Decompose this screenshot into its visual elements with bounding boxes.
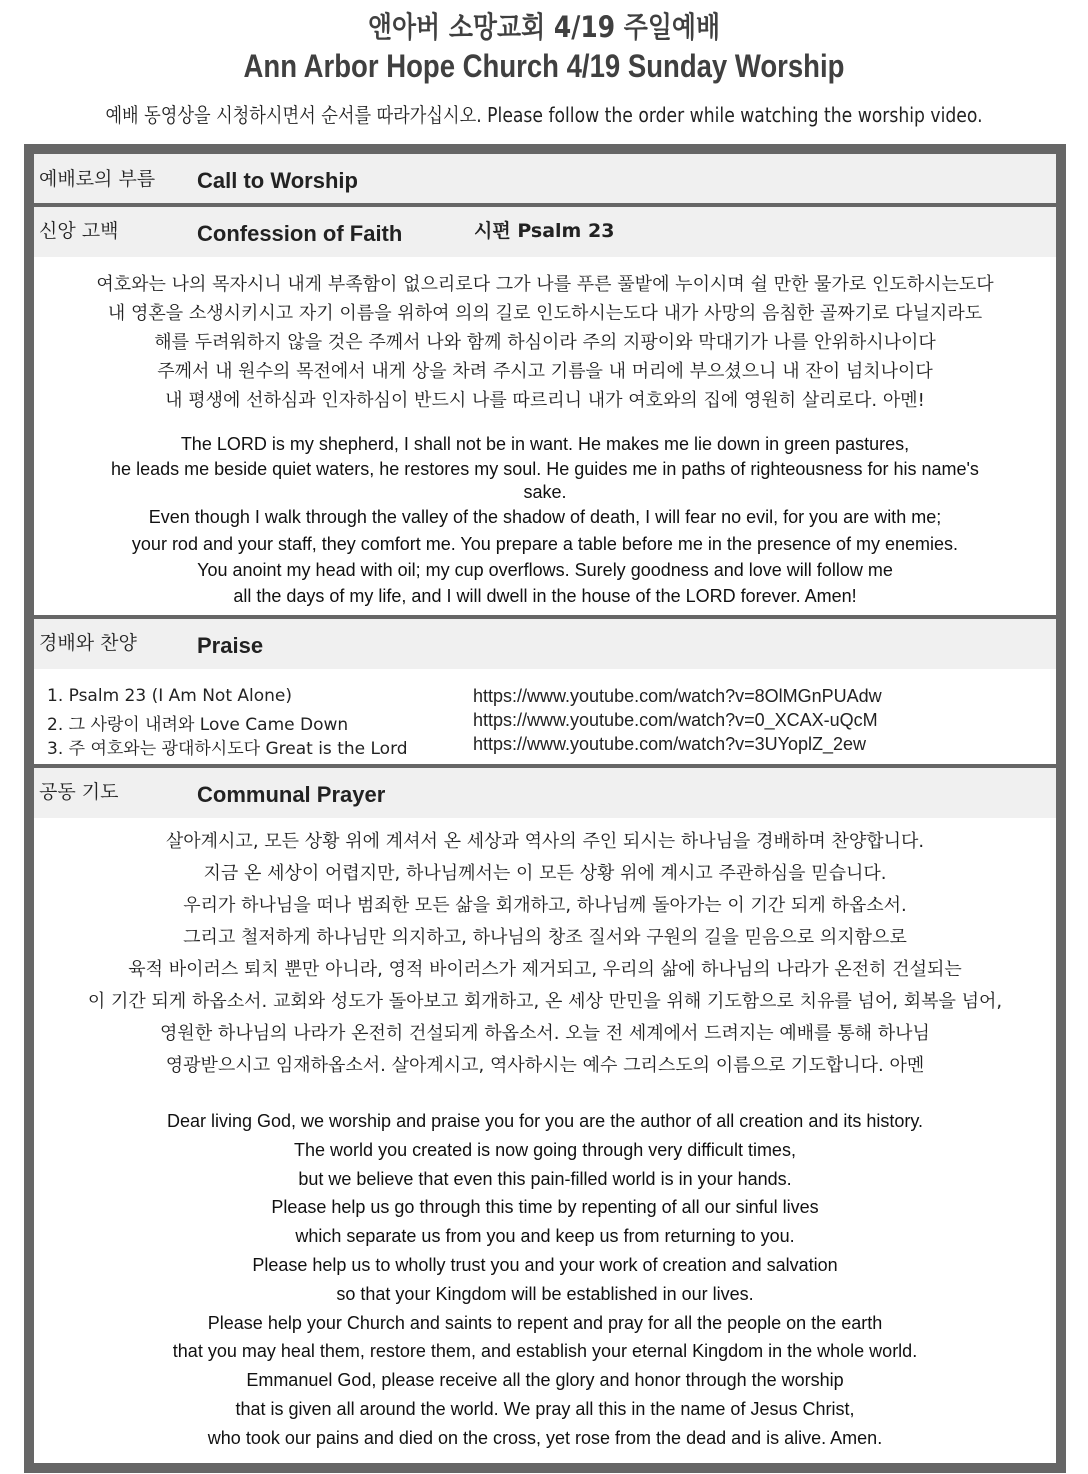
- song-list: [47, 686, 1047, 758]
- text-line: 우리가 하나님을 떠나 범죄한 모든 삶을 회개하고, 하나님께 돌아가는 이 기간 되게 하옵소서.: [183, 895, 907, 916]
- prayer-korean-text: [34, 826, 1056, 1082]
- text-line: who took our pains and died on the cross, yet rose from the dead and is alive. Amen.: [207, 1427, 883, 1448]
- section-label-english: Communal Prayer: [197, 782, 386, 807]
- text-line: that is given all around the world. We pray all this in the name of Jesus Christ,: [235, 1398, 855, 1419]
- text-line: Emmanuel God, please receive all the glory and honor through the worship: [246, 1370, 844, 1391]
- text-line: The LORD is my shepherd, I shall not be in want. He makes me lie down in green pastures,: [180, 434, 910, 454]
- section-header-confession-of-faith: [34, 207, 1056, 257]
- page-title-korean: 앤아버 소망교회 4/19 주일예배: [367, 10, 721, 44]
- text-line: but we believe that even this pain-filled world is in your hands.: [298, 1168, 792, 1189]
- song-link[interactable]: https://www.youtube.com/watch?v=0_XCAX-uQcM: [473, 710, 878, 730]
- text-line: 이 기간 되게 하옵소서. 교회와 성도가 돌아보고 회개하고, 온 세상 만민을 위해 기도함으로 치유를 넘어, 회복을 넘어,: [87, 991, 1003, 1012]
- text-line: so that your Kingdom will be established in our lives.: [336, 1283, 754, 1304]
- text-line: he leads me beside quiet waters, he restores my soul. He guides me in paths of righteousness for his name's: [111, 459, 979, 479]
- text-line: all the days of my life, and I will dwell in the house of the LORD forever. Amen!: [233, 586, 857, 606]
- section-label-english: Call to Worship: [197, 168, 358, 193]
- psalm-english-text: [34, 432, 1056, 609]
- text-line: The world you created is now going through very difficult times,: [294, 1139, 796, 1160]
- song-item: [47, 686, 1047, 710]
- text-line: 내 평생에 선하심과 인자하심이 반드시 나를 따르리니 내가 여호와의 집에 영원히 살리로다. 아멘!: [165, 390, 925, 411]
- section-header-call-to-worship: [34, 154, 1056, 204]
- text-line: 내 영혼을 소생시키시고 자기 이름을 위하여 의의 길로 인도하시는도다 내가 사망의 음침한 골짜기로 다닐지라도: [107, 303, 983, 324]
- prayer-english-text: [34, 1107, 1056, 1453]
- text-line: Even though I walk through the valley of the shadow of death, I will fear no evil, for you are with me;: [148, 507, 942, 527]
- section-label-english: Praise: [197, 633, 264, 658]
- text-line: 영원한 하나님의 나라가 온전히 건설되게 하옵소서. 오늘 전 세계에서 드려지는 예배를 통해 하나님: [160, 1023, 930, 1044]
- scripture-reference: 시편 Psalm 23: [474, 220, 615, 242]
- text-line: 그리고 철저하게 하나님만 의지하고, 하나님의 창조 질서와 구원의 길을 믿음으로 의지함으로: [183, 927, 907, 948]
- text-line: Please help us go through this time by repenting of all our sinful lives: [271, 1197, 819, 1218]
- intro-instruction: 예배 동영상을 시청하시면서 순서를 따라가십시오. Please follow the order while watching the worship video.: [105, 103, 983, 127]
- text-line: sake.: [523, 482, 567, 502]
- text-line: 지금 온 세상이 어렵지만, 하나님께서는 이 모든 상황 위에 계시고 주관하심을 믿습니다.: [203, 863, 887, 884]
- text-line: 해를 두려워하지 않을 것은 주께서 나와 함께 하심이라 주의 지팡이와 막대기가 나를 안위하시나이다: [154, 332, 936, 353]
- section-label-korean: 신앙 고백: [39, 220, 119, 242]
- text-line: Please help us to wholly trust you and your work of creation and salvation: [252, 1254, 838, 1275]
- page-title-english: Ann Arbor Hope Church 4/19 Sunday Worship: [243, 48, 845, 84]
- text-line: 주께서 내 원수의 목전에서 내게 상을 차려 주시고 기름을 내 머리에 부으셨으니 내 잔이 넘치나이다: [157, 361, 933, 382]
- song-title: 1. Psalm 23 (I Am Not Alone): [47, 686, 293, 706]
- text-line: which separate us from you and keep us from returning to you.: [295, 1226, 795, 1247]
- song-item: [47, 710, 1047, 734]
- section-header-communal-prayer: [34, 768, 1056, 818]
- text-line: 영광받으시고 임재하옵소서. 살아계시고, 역사하시는 예수 그리스도의 이름으로 기도합니다. 아멘: [165, 1055, 925, 1076]
- text-line: 여호와는 나의 목자시니 내게 부족함이 없으리로다 그가 나를 푸른 풀밭에 누이시며 쉴 만한 물가로 인도하시는도다: [96, 274, 994, 295]
- text-line: your rod and your staff, they comfort me. You prepare a table before me in the presence of my enemies.: [131, 534, 959, 554]
- song-link[interactable]: https://www.youtube.com/watch?v=8OlMGnPUAdw: [473, 686, 882, 706]
- song-title: 2. 그 사랑이 내려와 Love Came Down: [47, 715, 349, 735]
- section-label-korean: 경배와 찬양: [39, 632, 137, 654]
- song-title: 3. 주 여호와는 광대하시도다 Great is the Lord: [47, 739, 408, 759]
- section-header-praise: [34, 619, 1056, 669]
- text-line: Dear living God, we worship and praise you for you are the author of all creation and its history.: [166, 1111, 924, 1131]
- text-line: You anoint my head with oil; my cup overflows. Surely goodness and love will follow me: [197, 560, 893, 580]
- section-label-korean: 예배로의 부름: [39, 168, 156, 190]
- psalm-korean-text: [34, 270, 1056, 415]
- text-line: that you may heal them, restore them, and establish your eternal Kingdom in the whole world.: [172, 1341, 918, 1362]
- text-line: Please help your Church and saints to repent and pray for all the people on the earth: [207, 1312, 883, 1333]
- section-label-korean: 공동 기도: [39, 781, 119, 803]
- song-item: [47, 734, 1047, 758]
- song-link[interactable]: https://www.youtube.com/watch?v=3UYoplZ_2ew: [473, 734, 867, 754]
- text-line: 살아계시고, 모든 상황 위에 계셔서 온 세상과 역사의 주인 되시는 하나님을 경배하며 찬양합니다.: [165, 831, 925, 852]
- text-line: 육적 바이러스 퇴치 뿐만 아니라, 영적 바이러스가 제거되고, 우리의 삶에 하나님의 나라가 온전히 건설되는: [128, 959, 962, 980]
- worship-order-frame: [24, 144, 1066, 1473]
- section-label-english: Confession of Faith: [197, 221, 403, 246]
